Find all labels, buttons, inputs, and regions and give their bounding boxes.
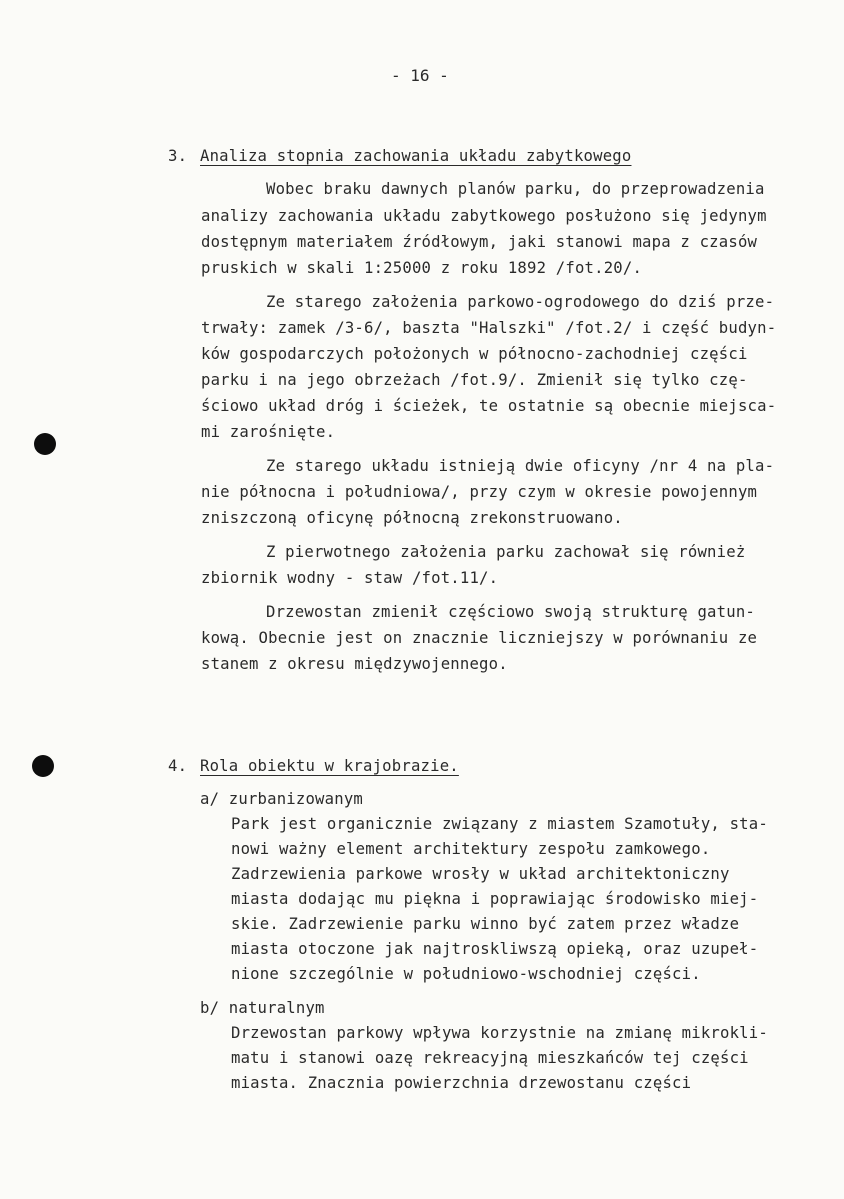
paragraph-line: Zadrzewienia parkowe wrosły w układ architektoniczny bbox=[231, 865, 730, 883]
section-title: Rola obiektu w krajobrazie. bbox=[200, 757, 459, 775]
paragraph-line: nowi ważny element architektury zespołu zamkowego. bbox=[231, 840, 711, 858]
paragraph-line: Z pierwotnego założenia parku zachował się również bbox=[266, 543, 746, 561]
punch-hole bbox=[34, 433, 56, 455]
paragraph-line: miasta otoczone jak najtroskliwszą opieką, oraz uzupeł- bbox=[231, 940, 759, 958]
paragraph-line: trwały: zamek /3-6/, baszta "Halszki" /fot.2/ i część budyn- bbox=[201, 319, 777, 337]
paragraph-line: Wobec braku dawnych planów parku, do przeprowadzenia bbox=[266, 180, 765, 198]
paragraph-line: analizy zachowania układu zabytkowego posłużono się jedynym bbox=[201, 207, 767, 225]
paragraph-line: ków gospodarczych położonych w północno-zachodniej części bbox=[201, 345, 748, 363]
punch-hole bbox=[32, 755, 54, 777]
paragraph-line: skie. Zadrzewienie parku winno być zatem przez władze bbox=[231, 915, 740, 933]
paragraph-line: pruskich w skali 1:25000 z roku 1892 /fot.20/. bbox=[201, 259, 643, 277]
paragraph-line: Drzewostan parkowy wpływa korzystnie na zmianę mikrokli- bbox=[231, 1024, 768, 1042]
paragraph-line: nione szczególnie w południowo-wschodniej części. bbox=[231, 965, 701, 983]
subsection-label: b/ naturalnym bbox=[200, 999, 325, 1017]
subsection-label: a/ zurbanizowanym bbox=[200, 790, 363, 808]
paragraph-line: Ze starego założenia parkowo-ogrodowego do dziś prze- bbox=[266, 293, 775, 311]
paragraph-line: stanem z okresu międzywojennego. bbox=[201, 655, 508, 673]
paragraph-line: Drzewostan zmienił częściowo swoją strukturę gatun- bbox=[266, 603, 755, 621]
paragraph-line: zniszczoną oficynę północną zrekonstruowano. bbox=[201, 509, 623, 527]
paragraph-line: Ze starego układu istnieją dwie oficyny /nr 4 na pla- bbox=[266, 457, 775, 475]
page-number: - 16 - bbox=[391, 66, 449, 85]
section-number: 3. bbox=[168, 147, 188, 165]
paragraph-line: Park jest organicznie związany z miastem Szamotuły, sta- bbox=[231, 815, 768, 833]
section-title: Analiza stopnia zachowania układu zabytkowego bbox=[200, 147, 632, 165]
paragraph-line: matu i stanowi oazę rekreacyjną mieszkańców tej części bbox=[231, 1049, 749, 1067]
paragraph-line: miasta dodając mu piękna i poprawiając środowisko miej- bbox=[231, 890, 759, 908]
paragraph-line: ściowo układ dróg i ścieżek, te ostatnie są obecnie miejsca- bbox=[201, 397, 777, 415]
paragraph-line: dostępnym materiałem źródłowym, jaki stanowi mapa z czasów bbox=[201, 233, 758, 251]
paragraph-line: parku i na jego obrzeżach /fot.9/. Zmienił się tylko czę- bbox=[201, 371, 748, 389]
paragraph-line: nie północna i południowa/, przy czym w okresie powojennym bbox=[201, 483, 758, 501]
paragraph-line: miasta. Znacznia powierzchnia drzewostanu części bbox=[231, 1074, 692, 1092]
paragraph-line: zbiornik wodny - staw /fot.11/. bbox=[201, 569, 499, 587]
paragraph-line: kową. Obecnie jest on znacznie liczniejszy w porównaniu ze bbox=[201, 629, 758, 647]
paragraph-line: mi zarośnięte. bbox=[201, 423, 336, 441]
section-number: 4. bbox=[168, 757, 188, 775]
